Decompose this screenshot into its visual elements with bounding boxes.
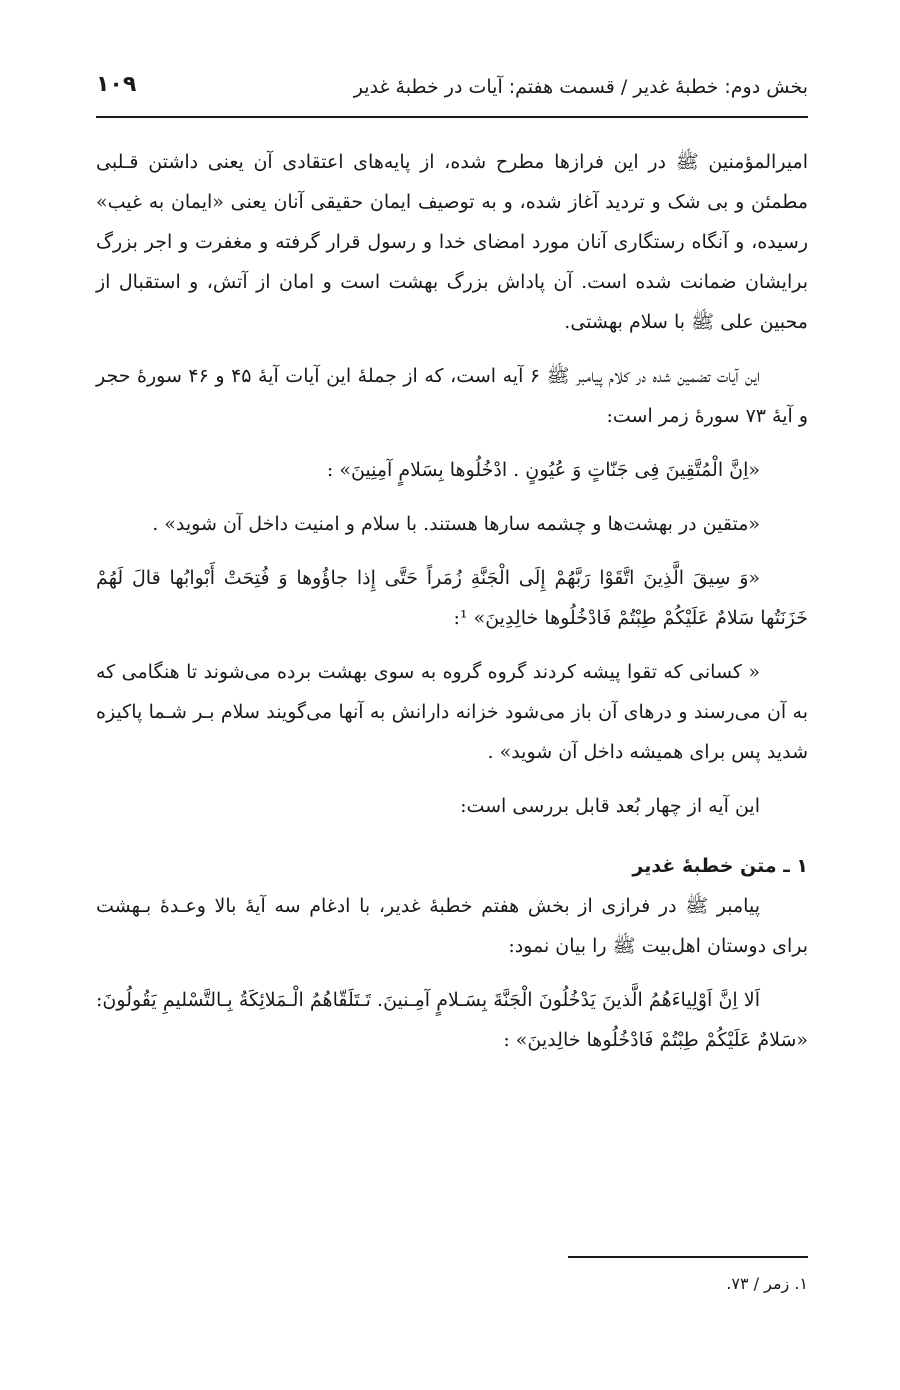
paragraph-intro: امیرالمؤمنین ﷺ در این فرازها مطرح شده، از پایه‌های اعتقادی آن یعنی داشتن قـلبی مطمئن و بی شک و تردید آغاز شده، و به توصیف ایمان حقیقی آنان یعنی «ایمان به غیب» رسیده، و آنگاه رستگاری آنان مورد امضای خدا و رسول قرار گرفته و مغفرت و اجر بزرگ برایشان ضمانت شده است. آن پاداش بزرگ بهشت است و امان از آتش، و استقبال از محبین علی ﷺ با سلام بهشتی. [96,151,808,333]
paragraph-sermon: پیامبر ﷺ در فرازی از بخش هفتم خطبهٔ غدیر، با ادغام سه آیهٔ بالا وعـدهٔ بـهشت برای دوستان اهل‌بیت ﷺ را بیان نمود: [96,895,808,957]
translation-zumar: « کسانی که تقوا پیشه کردند گروه گروه به سوی بهشت برده می‌شوند تا هنگامی که به آن می‌رسند و درهای آن باز می‌شود خزانه دارانش به آنها می‌گویند سلام بـر شـما پاکیزه شدید پس برای همیشه داخل آن شوید» . [96,661,808,763]
running-header [96,72,808,118]
quran-verse-zumar: «وَ سِیقَ الَّذِینَ اتَّقَوْا رَبَّهُمْ إِلَی الْجَنَّةِ زُمَراً حَتَّی إِذا جاؤُوها وَ فُتِحَتْ أَبْوابُها قالَ لَهُمْ خَزَنَتُها سَلامٌ عَلَیْکُمْ طِبْتُمْ فَادْخُلُوها خالِدِینَ» ¹: [96,567,808,629]
footnote-divider [568,1256,808,1258]
sermon-quote: اَلا اِنَّ اَوْلِیاءَهُمُ الَّذینَ یَدْخُلُونَ الْجَنَّةَ بِسَـلامٍ آمِـنینَ. تَـتَلَقّاهُمُ الْـمَلائِکَةُ بِـالتَّسْلیمِ یَقُولُونَ: «سَلامٌ عَلَیْکُمْ طِبْتُمْ فَادْخُلُوها خالِدینَ» : [96,989,808,1051]
book-page [96,0,808,1390]
page-number: ۱۰۹ [96,72,137,97]
body-text [96,142,808,1060]
paragraph-four-aspects: این آیه از چهار بُعد قابل بررسی است: [460,795,760,817]
running-header-title: بخش دوم: خطبهٔ غدیر / قسمت هفتم: آیات در خطبهٔ غدیر [353,76,808,98]
section-heading: ۱ ـ متن خطبهٔ غدیر [632,855,808,877]
footnote: ۱. زمر / ۷۳. [726,1274,808,1293]
quran-verse-hijr: «اِنَّ الْمُتَّقِینَ فِی جَنّاتٍ وَ عُیُونٍ . ادْخُلُوها بِسَلامٍ آمِنِینَ» : [326,459,760,481]
paragraph-verses-intro: این آیات تضمین شده در کلام پیامبر ﷺ ۶ آیه است، که از جملهٔ این آیات آیهٔ ۴۵ و ۴۶ سورهٔ حجر و آیهٔ ۷۳ سورهٔ زمر است: [96,365,808,427]
translation-hijr: «متقین در بهشت‌ها و چشمه سارها هستند. با سلام و امنیت داخل آن شوید» . [152,513,760,535]
